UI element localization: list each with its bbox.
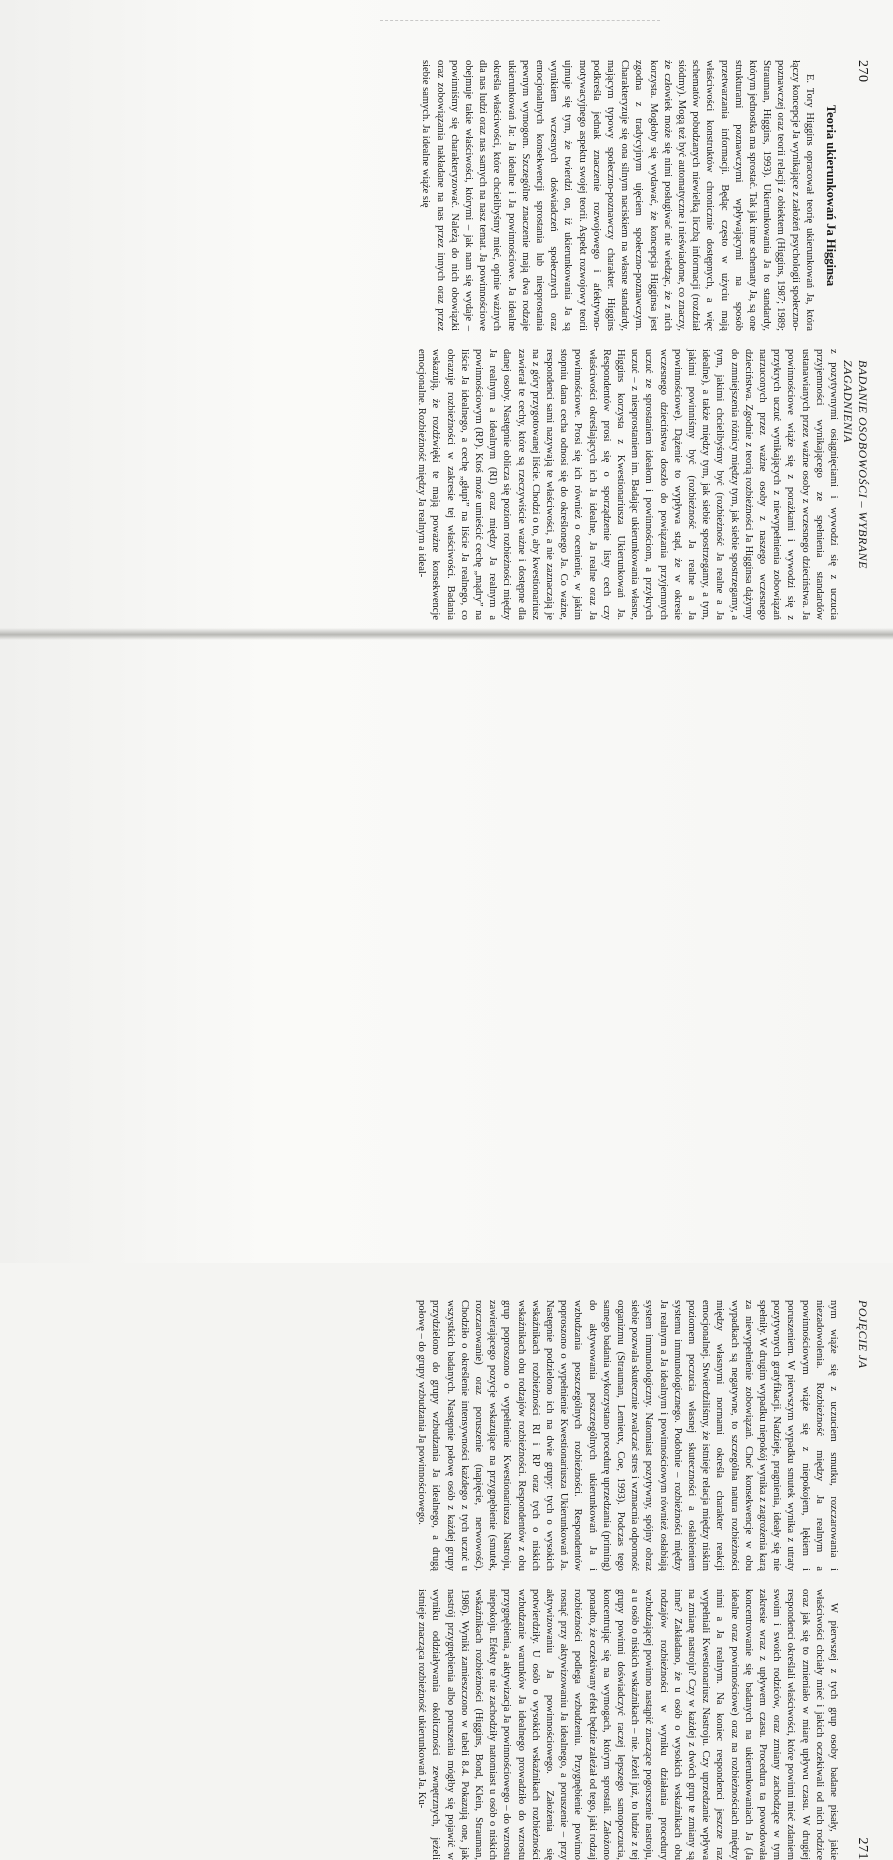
page-270-content — [0, 60, 870, 620]
paragraph-text: nym wiąże się z uczuciem smutku, rozczarowania i niezadowolenia. Rozbieżność między Ja realnym a powinnościowym wiąże się z niepokojem, lękiem i poruszeniem. W pierwszym wypadku smutek wynika z utraty pozytywnych gratyfikacji. Nadzieje, pragnienia, ideały się nie spełniły. W drugim wypadku niepokój wynika z zagrożenia karą za niewypełnienie zobowiązań. Choć konsekwencje w obu wypadkach są negatywne, to szczególna natura rozbieżności między własnymi normami określa charakter reakcji emocjonalnej. Stwierdziliśmy, że istnieje relacja między niskim poziomem poczucia własnej skuteczności a osłabieniem systemu immunologicznego. Podobnie – rozbieżności między Ja realnym a Ja idealnym i powinnościowym również osłabiają system immunologiczny. Natomiast pozytywny, spójny obraz siebie pozwala skutecznie zwalczać stres i wzmacnia odporność organizmu (Strauman, Lemieux, Coe, 1993). Podczas tego samego badania wykorzystano procedurę uprzedzania (priming) do aktywowania poszczególnych ukierunkowań Ja i wzbudzania poszczególnych rozbieżności. Respondentów poproszono o wypełnienie Kwestionariusza Ukierunkowań Ja. Następnie podzielono ich na dwie grupy: tych o wysokich wskaźnikach rozbieżności RI i RP oraz tych o niskich wskaźnikach obu rodzajów rozbieżności. Respondentów z obu grup poproszono o wypełnienie Kwestionariusza Nastroju, zawierającego pozycje wskazujące na przygnębienie (smutek, rozczarowanie) oraz poruszenie (napięcie, nerwowość). Chodziło o określenie intensywności każdego z tych uczuć u wszystkich badanych. Następnie połowę osób z każdej grupy przydzielono do grupy wzbudzania Ja idealnego, a drugą połowę – do grupy wzbudzania Ja powinnościowego. — [414, 1300, 840, 1571]
page-271-columns — [0, 1300, 840, 1860]
page-271-header — [848, 1300, 870, 1860]
running-head: POJĘCIE JA — [855, 1300, 870, 1369]
paragraph-text: W pierwszej z tych grup osoby badane pisały, jakie właściwości chciały mieć i jakich oczekiwali od nich rodzice oraz jak się to zmieniało w miarę upływu czasu. W drugiej respondenci określali właściwości, które powinni mieć zdaniem swoim i swoich rodziców, oraz zmiany zachodzące w tym zakresie wraz z upływem czasu. Procedura ta powodowała koncentrowanie się badanych na ukierunkowaniach Ja (Ja idealne oraz powinnościowe) oraz na rozbieżnościach między nimi a Ja realnym. Na koniec respondenci jeszcze raz wypełniali Kwestionariusz Nastroju. Czy uprzedzanie wpływa na zmianę nastroju? Czy w każdej z dwóch grup te zmiany są inne? Zakładano, że u osób o wysokich wskaźnikach obu rodzajów rozbieżności w wyniku działania procedury wzbudzającej powinno nastąpić znaczące pogorszenie nastroju, a u osób o niskich wskaźnikach – nie. Jeżeli już, to ludzie z tej grupy powinni doświadczyć raczej lepszego samopoczucia, koncentrując się na wymogach, którym sprostali. Założono ponadto, że oczekiwany efekt będzie zależał od tego, jaki rodzaj rozbieżności podlega wzbudzeniu. Przygnębienie powinno rosnąć przy aktywizowaniu Ja idealnego, a poruszenie – przy aktywizowaniu Ja powinnościowego. Założenia się potwierdziły. U osób o wysokich wskaźnikach rozbieżności wzbudzanie warunków Ja idealnego prowadziło do wzrostu przygnębienia, a aktywizacja Ja powinnościowego – do wzrostu niepokoju. Efekty te nie zachodziły natomiast u osób o niskich wskaźnikach rozbieżności (Higgins, Bond, Klein, Strauman, 1986). Wyniki zamieszczono w tabeli 8.4. Pokazują one, jak nastrój przygnębienia albo poruszenia mógłby się pojawić w wyniku oddziaływania okoliczności zewnętrznych, jeżeli istnieje znacząca rozbieżność ukierunkowań Ja. Ku- — [414, 1589, 840, 1860]
page-270 — [0, 0, 893, 630]
paragraph-text: E. Tory Higgins opracował teorię ukierunkowań Ja, która łączy koncepcje Ja wynikające z założeń psychologii społeczno-poznawczej oraz teorii relacji z obiektem (Higgins, 1987; 1989; Strauman, Higgins, 1993). Ukierunkowania Ja to standardy, którym jednostka ma sprostać. Tak jak inne schematy Ja, są one strukturami poznawczymi wpływającymi na sposób przetwarzania informacji. Będąc często w użyciu mają właściwości konstruktów chronicznie dostępnych, a więc schematów pobudzanych niewielką liczbą informacji (rozdział siódmy). Mogą też być automatyczne i nieświadome, co znaczy, że człowiek może się nimi posługiwać nie wiedząc, że z nich korzysta. Mogłoby się wydawać, że koncepcja Higginsa jest zgodna z tradycyjnym ujęciem społeczno-poznawczym. Charakteryzuje się ona silnym naciskiem na własne standardy, mającym typowy społeczno-poznawczy charakter. Higgins podkreśla jednak znaczenie rozwojowego i afektywno-motywacyjnego aspektu swojej teorii. Aspekt rozwojowy teorii ujmuje się tym, że twierdzi on, iż ukierunkowania Ja są wynikiem wczesnych doświadczeń społecznych oraz emocjonalnych konsekwencji sprostania lub niesprostania pewnym wymogom. Szczególne znaczenie mają dwa rodzaje ukierunkowań Ja: Ja idealne i Ja powinnościowe. Ja idealne określa właściwości, które chcielibyśmy mieć, opinie ważnych dla nas ludzi oraz nas samych na nasz temat. Ja powinnościowe obejmuje takie właściwości, którymi – jak nam się wydaje – powinniśmy się charakteryzować. Należą do nich obowiązki oraz zobowiązania nakładane na nas przez innych oraz przez siebie samych. Ja idealne wiąże się — [418, 60, 816, 331]
running-head: BADANIE OSOBOWOŚCI – WYBRANE ZAGADNIENIA — [840, 360, 870, 620]
book-spine-shadow — [0, 628, 893, 640]
section-heading: Teoria ukierunkowań Ja Higginsa — [824, 60, 838, 331]
page-270-right-column — [0, 349, 840, 620]
page-number: 270 — [854, 60, 870, 83]
page-number: 271 — [854, 1838, 870, 1860]
page-271-content — [0, 1300, 870, 1860]
page-270-columns — [0, 60, 840, 620]
paragraph-text: z pozytywnymi osiągnięciami i wywodzi się z uczucia przyjemności wynikającego ze spełnienia standardów ustanawianych przez ważne osoby z wczesnego dzieciństwa. Ja powinnościowe wiąże się z porażkami i wywodzi się z przykrych uczuć wynikających z niewypełnienia zobowiązań narzuconych przez ważne osoby z naszego wczesnego dzieciństwa. Zgodnie z teorią rozbieżności Ja Higginsa dążymy do zmniejszenia różnicy między tym, jak siebie spostrzegamy, a tym, jakimi chcielibyśmy być (rozbieżność Ja realne a Ja idealne), a także między tym, jak siebie spostrzegamy, a tym, jakimi powinniśmy być (rozbieżność Ja realne a Ja powinnościowe). Dążenie to wypływa stąd, że w okresie wczesnego dzieciństwa doszło do powiązania przyjemnych uczuć ze sprostaniem ideałom i powinnościom, a przykrych uczuć – z niesprostaniem im. Badając ukierunkowania własne, Higgins korzysta z Kwestionariusza Ukierunkowań Ja. Respondentów prosi się o sporządzenie listy cech czy właściwości określających ich Ja idealne, Ja realne oraz Ja powinnościowe. Prosi się ich również o ocenienie, w jakim stopniu dana cecha odnosi się do określonego Ja. Co ważne, respondenci sami nazywają te właściwości, a nie zaznaczają je na z góry przygotowanej liście. Chodzi o to, aby kwestionariusz zawierał te cechy, które są rzeczywiście ważne i dostępne dla danej osoby. Następnie oblicza się poziom rozbieżności między Ja realnym a idealnym (RI) oraz między Ja realnym a powinnościowym (RP). Ktoś może umieścić cechę „mądry” na liście Ja idealnego, a cechę „głupi” na liście Ja realnego, co obrazuje rozbieżności w zakresie tej właściwości. Badania wskazują, że rozdźwięki te mają poważne konsekwencje emocjonalne. Rozbieżność między Ja realnym a ideal- — [414, 349, 840, 620]
page-270-left-column — [0, 60, 840, 331]
page-271-right-column — [0, 1589, 840, 1860]
page-271 — [0, 640, 893, 1263]
page-271-left-column — [0, 1300, 840, 1571]
page-270-header — [848, 60, 870, 620]
